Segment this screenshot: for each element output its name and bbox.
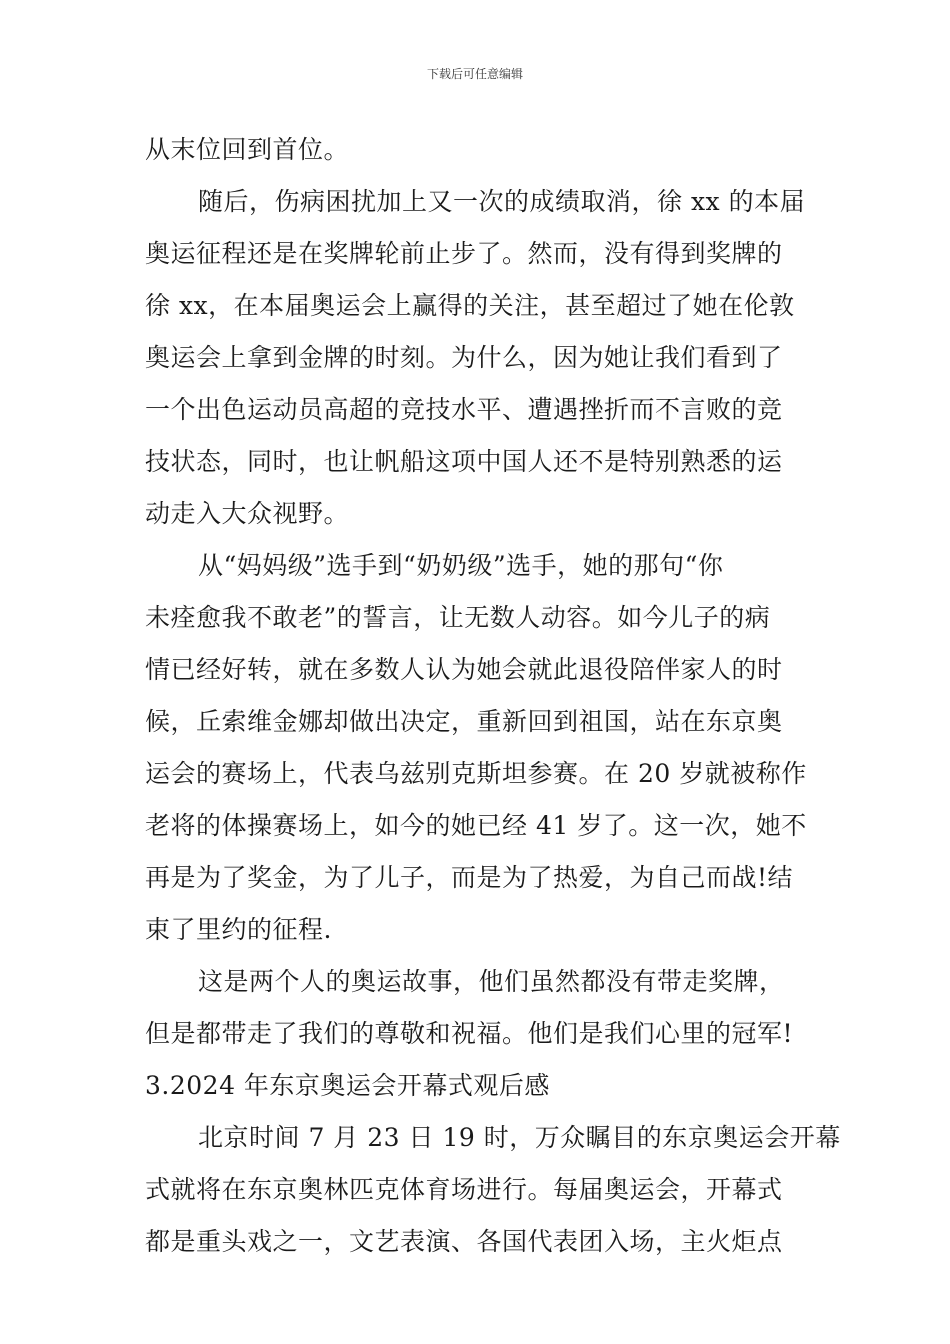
text-line: 候，丘索维金娜却做出决定，重新回到祖国，站在东京奥 xyxy=(145,707,783,736)
text-line: 随后，伤病困扰加上又一次的成绩取消，徐 xx 的本届 xyxy=(198,187,806,216)
page-header: 下载后可任意编辑 xyxy=(426,67,523,81)
text-line: 徐 xx，在本届奥运会上赢得的关注，甚至超过了她在伦敦 xyxy=(145,291,795,320)
text-line: 式就将在东京奥林匹克体育场进行。每届奥运会，开幕式 xyxy=(145,1175,783,1204)
text-line: 从“妈妈级”选手到“奶奶级”选手，她的那句“你 xyxy=(198,551,724,580)
text-line: 都是重头戏之一，文艺表演、各国代表团入场，主火炬点 xyxy=(145,1227,783,1256)
text-line: 这是两个人的奥运故事，他们虽然都没有带走奖牌， xyxy=(198,967,785,996)
text-line: 北京时间 7 月 23 日 19 时，万众瞩目的东京奥运会开幕 xyxy=(198,1123,841,1152)
text-line: 运会的赛场上，代表乌兹别克斯坦参赛。在 20 岁就被称作 xyxy=(145,759,807,788)
text-line: 情已经好转，就在多数人认为她会就此退役陪伴家人的时 xyxy=(145,655,783,684)
text-line: 再是为了奖金，为了儿子，而是为了热爱，为自己而战!结 xyxy=(145,863,794,892)
section-heading: 3.2024 年东京奥运会开幕式观后感 xyxy=(145,1071,550,1100)
text-line: 奥运征程还是在奖牌轮前止步了。然而，没有得到奖牌的 xyxy=(145,239,783,268)
text-line: 动走入大众视野。 xyxy=(145,499,350,528)
text-line: 一个出色运动员高超的竞技水平、遭遇挫折而不言败的竞 xyxy=(145,395,783,424)
text-line: 从末位回到首位。 xyxy=(145,135,350,164)
text-line: 奥运会上拿到金牌的时刻。为什么，因为她让我们看到了 xyxy=(145,343,783,372)
document-body xyxy=(145,124,841,1268)
text-line: 但是都带走了我们的尊敬和祝福。他们是我们心里的冠军! xyxy=(145,1019,794,1048)
text-line: 束了里约的征程. xyxy=(145,915,332,944)
text-line: 老将的体操赛场上，如今的她已经 41 岁了。这一次，她不 xyxy=(145,811,807,840)
text-line: 技状态，同时，也让帆船这项中国人还不是特别熟悉的运 xyxy=(145,447,783,476)
text-line: 未痊愈我不敢老”的誓言，让无数人动容。如今儿子的病 xyxy=(145,603,771,632)
